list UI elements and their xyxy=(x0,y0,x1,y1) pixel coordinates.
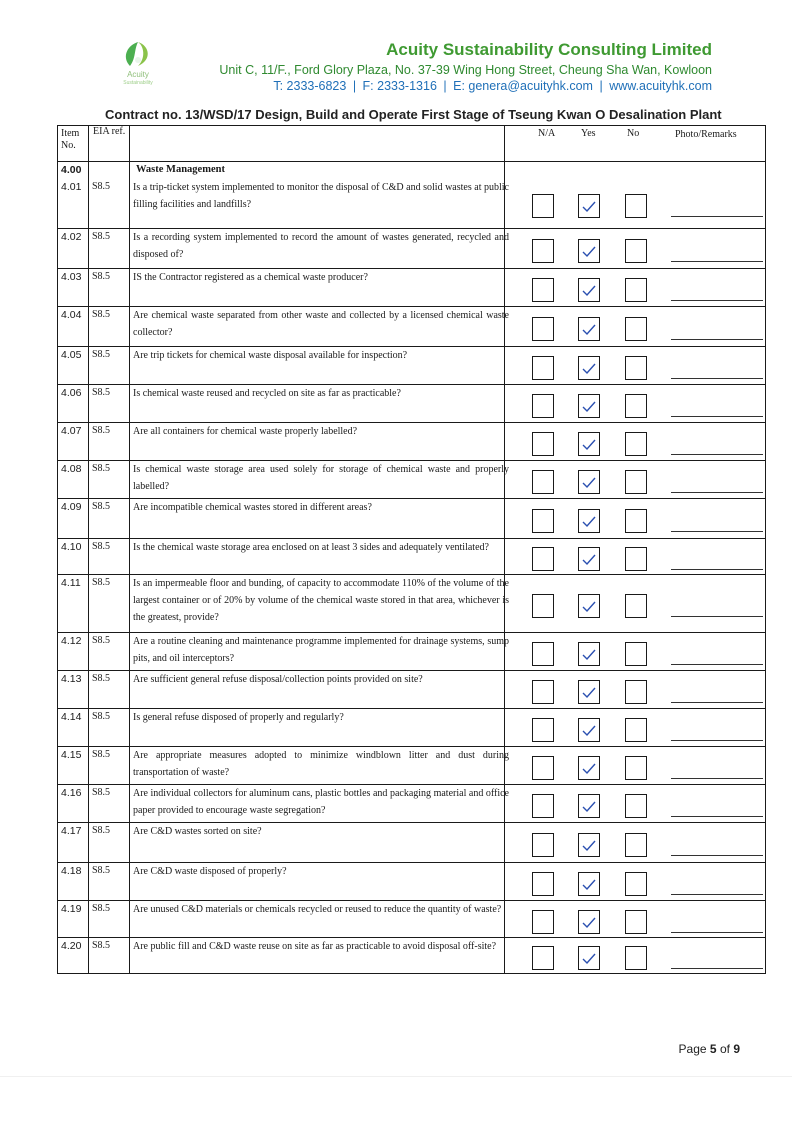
na-checkbox[interactable] xyxy=(532,509,554,533)
item-number: 4.19 xyxy=(61,903,82,915)
checkmark-icon xyxy=(582,761,596,775)
yes-checkbox[interactable] xyxy=(578,872,600,896)
contract-title: Contract no. 13/WSD/17 Design, Build and Operate First Stage of Tseung Kwan O Desalination Plant xyxy=(105,107,722,122)
remarks-line[interactable] xyxy=(671,702,763,703)
email[interactable]: E: genera@acuityhk.com xyxy=(453,79,593,93)
checkmark-icon xyxy=(582,599,596,613)
eia-ref: S8.5 xyxy=(92,425,111,436)
remarks-line[interactable] xyxy=(671,855,763,856)
eia-ref: S8.5 xyxy=(92,501,111,512)
yes-checkbox[interactable] xyxy=(578,317,600,341)
no-checkbox[interactable] xyxy=(625,833,647,857)
column-divider xyxy=(88,125,89,974)
item-number: 4.03 xyxy=(61,271,82,283)
checkmark-icon xyxy=(582,244,596,258)
na-checkbox[interactable] xyxy=(532,794,554,818)
yes-checkbox[interactable] xyxy=(578,394,600,418)
no-checkbox[interactable] xyxy=(625,317,647,341)
question-text: Is the chemical waste storage area enclosed on at least 3 sides and adequately ventilated? xyxy=(133,542,489,553)
yes-checkbox[interactable] xyxy=(578,946,600,970)
no-checkbox[interactable] xyxy=(625,278,647,302)
item-number: 4.07 xyxy=(61,425,82,437)
eia-ref: S8.5 xyxy=(92,749,111,760)
logo-text: Acuity xyxy=(127,70,149,79)
yes-checkbox[interactable] xyxy=(578,680,600,704)
question-text: Are a routine cleaning and maintenance programme implemented for drainage systems, sump pits, and oil interceptors? xyxy=(133,636,509,664)
checkmark-icon xyxy=(582,685,596,699)
question-text: Are appropriate measures adopted to minimize windblown litter and dust during transportation of waste? xyxy=(133,750,509,778)
checkmark-icon xyxy=(582,647,596,661)
eia-ref: S8.5 xyxy=(92,231,111,242)
yes-checkbox[interactable] xyxy=(578,356,600,380)
no-checkbox[interactable] xyxy=(625,718,647,742)
na-checkbox[interactable] xyxy=(532,356,554,380)
header-yes: Yes xyxy=(581,128,596,139)
remarks-line[interactable] xyxy=(671,300,763,301)
eia-ref: S8.5 xyxy=(92,309,111,320)
question-text: Are all containers for chemical waste properly labelled? xyxy=(133,426,358,437)
eia-ref: S8.5 xyxy=(92,463,111,474)
remarks-line[interactable] xyxy=(671,216,763,217)
no-checkbox[interactable] xyxy=(625,910,647,934)
question-text: Is chemical waste storage area used solely for storage of chemical waste and properly labelled? xyxy=(133,464,509,492)
eia-ref: S8.5 xyxy=(92,940,111,951)
yes-checkbox[interactable] xyxy=(578,756,600,780)
question-text: Are trip tickets for chemical waste disposal available for inspection? xyxy=(133,350,408,361)
item-number: 4.12 xyxy=(61,635,82,647)
item-number: 4.09 xyxy=(61,501,82,513)
no-checkbox[interactable] xyxy=(625,432,647,456)
question-text: Is an impermeable floor and bunding, of capacity to accommodate 110% of the volume of the largest container or of 20% by volume of the chemical waste stored in that area, whichever is the greatest, provide? xyxy=(133,578,509,623)
checkmark-icon xyxy=(582,915,596,929)
page-edge xyxy=(0,1076,792,1077)
question-text: IS the Contractor registered as a chemical waste producer? xyxy=(133,272,368,283)
yes-checkbox[interactable] xyxy=(578,239,600,263)
fax: F: 2333-1316 xyxy=(362,79,437,93)
yes-checkbox[interactable] xyxy=(578,509,600,533)
checkmark-icon xyxy=(582,399,596,413)
eia-ref: S8.5 xyxy=(92,787,111,798)
eia-ref: S8.5 xyxy=(92,349,111,360)
section-number: 4.00 xyxy=(61,164,82,176)
eia-ref: S8.5 xyxy=(92,825,111,836)
checkmark-icon xyxy=(582,723,596,737)
table-border-bottom xyxy=(57,973,766,974)
question-text: Are C&D waste disposed of properly? xyxy=(133,866,287,877)
na-checkbox[interactable] xyxy=(532,594,554,618)
header-eia-ref: EIA ref. xyxy=(93,126,126,137)
checkmark-icon xyxy=(582,322,596,336)
no-checkbox[interactable] xyxy=(625,356,647,380)
question-text: Is a recording system implemented to record the amount of wastes generated, recycled and disposed of? xyxy=(133,232,509,260)
header-item-no: Item No. xyxy=(61,128,80,151)
remarks-line[interactable] xyxy=(671,932,763,933)
no-checkbox[interactable] xyxy=(625,239,647,263)
item-number: 4.17 xyxy=(61,825,82,837)
remarks-line[interactable] xyxy=(671,740,763,741)
yes-checkbox[interactable] xyxy=(578,642,600,666)
company-name: Acuity Sustainability Consulting Limited xyxy=(386,40,712,59)
checkmark-icon xyxy=(582,799,596,813)
table-border-top xyxy=(57,125,766,126)
column-divider xyxy=(129,125,130,974)
yes-checkbox[interactable] xyxy=(578,470,600,494)
remarks-line[interactable] xyxy=(671,378,763,379)
checkmark-icon xyxy=(582,475,596,489)
item-number: 4.13 xyxy=(61,673,82,685)
item-number: 4.11 xyxy=(61,577,81,589)
yes-checkbox[interactable] xyxy=(578,594,600,618)
item-number: 4.02 xyxy=(61,231,82,243)
na-checkbox[interactable] xyxy=(532,718,554,742)
question-text: Are public fill and C&D waste reuse on site as far as practicable to avoid disposal off-site? xyxy=(133,941,497,952)
item-number: 4.08 xyxy=(61,463,82,475)
no-checkbox[interactable] xyxy=(625,680,647,704)
checkmark-icon xyxy=(582,514,596,528)
checklist-table xyxy=(57,125,766,973)
question-text: Is general refuse disposed of properly and regularly? xyxy=(133,712,344,723)
yes-checkbox[interactable] xyxy=(578,794,600,818)
na-checkbox[interactable] xyxy=(532,194,554,218)
page-prefix: Page xyxy=(678,1042,707,1056)
remarks-line[interactable] xyxy=(671,968,763,969)
na-checkbox[interactable] xyxy=(532,432,554,456)
item-number: 4.04 xyxy=(61,309,82,321)
na-checkbox[interactable] xyxy=(532,833,554,857)
header-na: N/A xyxy=(538,128,556,139)
remarks-line[interactable] xyxy=(671,778,763,779)
page-total: 9 xyxy=(733,1042,740,1056)
no-checkbox[interactable] xyxy=(625,547,647,571)
section-title: Waste Management xyxy=(136,164,225,175)
no-checkbox[interactable] xyxy=(625,194,647,218)
checkmark-icon xyxy=(582,552,596,566)
header-no: No xyxy=(627,128,640,139)
yes-checkbox[interactable] xyxy=(578,718,600,742)
item-number: 4.16 xyxy=(61,787,82,799)
remarks-line[interactable] xyxy=(671,261,763,262)
checkmark-icon xyxy=(582,877,596,891)
header-divider xyxy=(57,161,766,162)
no-checkbox[interactable] xyxy=(625,642,647,666)
question-text: Are incompatible chemical wastes stored in different areas? xyxy=(133,502,372,513)
no-checkbox[interactable] xyxy=(625,594,647,618)
remarks-line[interactable] xyxy=(671,492,763,493)
question-text: Are C&D wastes sorted on site? xyxy=(133,826,262,837)
item-number: 4.10 xyxy=(61,541,82,553)
company-contacts xyxy=(273,79,712,93)
remarks-line[interactable] xyxy=(671,416,763,417)
eia-ref: S8.5 xyxy=(92,577,111,588)
yes-checkbox[interactable] xyxy=(578,432,600,456)
remarks-line[interactable] xyxy=(671,454,763,455)
separator: | xyxy=(352,79,357,93)
question-text: Are unused C&D materials or chemicals recycled or reused to reduce the quantity of waste? xyxy=(133,904,502,915)
na-checkbox[interactable] xyxy=(532,642,554,666)
column-divider xyxy=(765,125,766,974)
na-checkbox[interactable] xyxy=(532,278,554,302)
question-text: Are sufficient general refuse disposal/collection points provided on site? xyxy=(133,674,423,685)
remarks-line[interactable] xyxy=(671,664,763,665)
column-divider xyxy=(57,125,58,974)
header-photo-remarks: Photo/Remarks xyxy=(675,129,737,140)
eia-ref: S8.5 xyxy=(92,271,111,282)
yes-checkbox[interactable] xyxy=(578,194,600,218)
eia-ref: S8.5 xyxy=(92,541,111,552)
separator: | xyxy=(599,79,603,93)
item-number: 4.15 xyxy=(61,749,82,761)
na-checkbox[interactable] xyxy=(532,470,554,494)
no-checkbox[interactable] xyxy=(625,470,647,494)
no-checkbox[interactable] xyxy=(625,756,647,780)
company-address: Unit C, 11/F., Ford Glory Plaza, No. 37-39 Wing Hong Street, Cheung Sha Wan, Kowloon xyxy=(219,63,712,77)
na-checkbox[interactable] xyxy=(532,756,554,780)
checkmark-icon xyxy=(582,361,596,375)
item-number: 4.01 xyxy=(61,181,82,193)
item-number: 4.18 xyxy=(61,865,82,877)
page-number xyxy=(679,1042,740,1056)
eia-ref: S8.5 xyxy=(92,635,111,646)
eia-ref: S8.5 xyxy=(92,673,111,684)
na-checkbox[interactable] xyxy=(532,872,554,896)
remarks-line[interactable] xyxy=(671,339,763,340)
eia-ref: S8.5 xyxy=(92,903,111,914)
website[interactable]: www.acuityhk.com xyxy=(609,79,712,93)
na-checkbox[interactable] xyxy=(532,317,554,341)
yes-checkbox[interactable] xyxy=(578,278,600,302)
checkmark-icon xyxy=(582,283,596,297)
eia-ref: S8.5 xyxy=(92,865,111,876)
eia-ref: S8.5 xyxy=(92,181,111,192)
no-checkbox[interactable] xyxy=(625,946,647,970)
na-checkbox[interactable] xyxy=(532,910,554,934)
item-number: 4.20 xyxy=(61,940,82,952)
page-of: of xyxy=(719,1042,730,1056)
yes-checkbox[interactable] xyxy=(578,910,600,934)
remarks-line[interactable] xyxy=(671,616,763,617)
yes-checkbox[interactable] xyxy=(578,833,600,857)
eia-ref: S8.5 xyxy=(92,387,111,398)
question-text: Is chemical waste reused and recycled on site as far as practicable? xyxy=(133,388,401,399)
question-text: Is a trip-ticket system implemented to monitor the disposal of C&D and solid wastes at public filling facilities and landfills? xyxy=(133,182,509,210)
checkmark-icon xyxy=(582,838,596,852)
yes-checkbox[interactable] xyxy=(578,547,600,571)
question-text: Are chemical waste separated from other waste and collected by a licensed chemical waste collector? xyxy=(133,310,509,338)
eia-ref: S8.5 xyxy=(92,711,111,722)
question-text: Are individual collectors for aluminum cans, plastic bottles and packaging material and office paper provided to encourage waste segregation? xyxy=(133,788,509,816)
remarks-line[interactable] xyxy=(671,816,763,817)
no-checkbox[interactable] xyxy=(625,394,647,418)
item-number: 4.06 xyxy=(61,387,82,399)
page-current: 5 xyxy=(709,1042,717,1056)
checkmark-icon xyxy=(582,199,596,213)
na-checkbox[interactable] xyxy=(532,680,554,704)
remarks-line[interactable] xyxy=(671,569,763,570)
checkmark-icon xyxy=(582,437,596,451)
telephone: T: 2333-6823 xyxy=(273,79,347,93)
na-checkbox[interactable] xyxy=(532,946,554,970)
checkmark-icon xyxy=(582,951,596,965)
separator: | xyxy=(443,79,447,93)
logo-subtext: Sustainability xyxy=(123,80,153,86)
no-checkbox[interactable] xyxy=(625,509,647,533)
remarks-line[interactable] xyxy=(671,531,763,532)
no-checkbox[interactable] xyxy=(625,794,647,818)
remarks-line[interactable] xyxy=(671,894,763,895)
na-checkbox[interactable] xyxy=(532,394,554,418)
no-checkbox[interactable] xyxy=(625,872,647,896)
item-number: 4.14 xyxy=(61,711,82,723)
item-number: 4.05 xyxy=(61,349,82,361)
na-checkbox[interactable] xyxy=(532,547,554,571)
na-checkbox[interactable] xyxy=(532,239,554,263)
